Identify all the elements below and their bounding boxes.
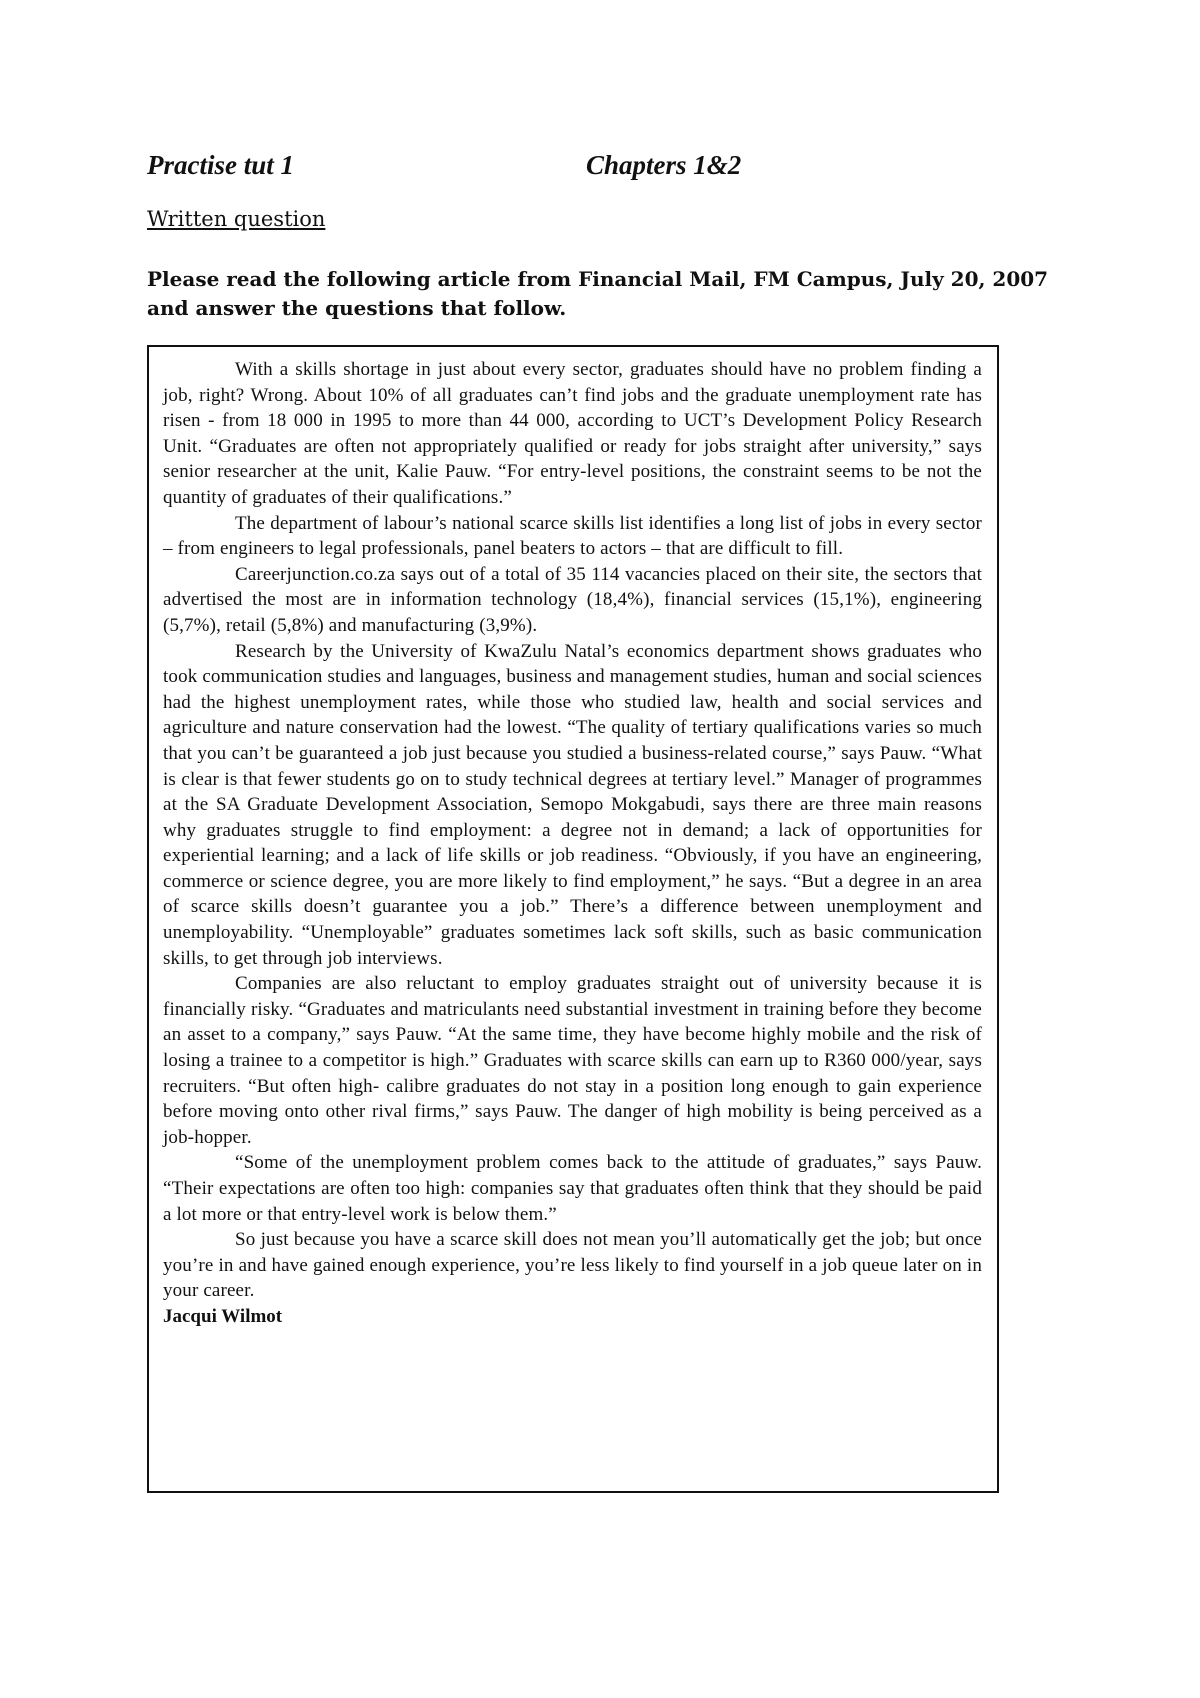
instruction-text: Please read the following article from Financial Mail, FM Campus, July 20, 2007 and answer the questions that follow. (147, 267, 1049, 320)
article-paragraph-4: Research by the University of KwaZulu Natal’s economics department shows graduates who took communication studies and languages, business and management studies, human and social sciences had the highest unemployment rates, while those who studied law, health and social services and agriculture and nature conservation had the lowest. “The quality of tertiary qualifications varies so much that you can’t be guaranteed a job just because you studied a business-related course,” says Pauw. “What is clear is that fewer students go on to study technical degrees at tertiary level.” Manager of programmes at the SA Graduate Development Association, Semopo Mokgabudi, says there are three main reasons why graduates struggle to find employment: a degree not in demand; a lack of opportunities for experiential learning; and a lack of life skills or job readiness. “Obviously, if you have an engineering, commerce or science degree, you are more likely to find employment,” he says. “But a degree in an area of scarce skills doesn’t guarantee you a job.” There’s a difference between unemployment and unemployability. “Unemployable” graduates sometimes lack soft skills, such as basic communication skills, to get through job interviews. (163, 640, 982, 969)
article-author: Jacqui Wilmot (163, 1305, 283, 1327)
article-paragraph-5: Companies are also reluctant to employ graduates straight out of university because it is financially risky. “Graduates and matriculants need substantial investment in training before they become an asset to a company,” says Pauw. “At the same time, they have become highly mobile and the risk of losing a trainee to a competitor is high.” Graduates with scarce skills can earn up to R360 000/year, says recruiters. “But often high- calibre graduates do not stay in a position long enough to gain experience before moving onto other rival firms,” says Pauw. The danger of high mobility is being perceived as a job-hopper. (163, 973, 982, 1148)
tutorial-title: Practise tut 1 (147, 150, 294, 180)
article-paragraph-7: So just because you have a scarce skill does not mean you’ll automatically get the job; but once you’re in and have gained enough experience, you’re less likely to find yourself in a job queue later on in your career. (163, 1229, 982, 1302)
section-heading: Written question (147, 207, 326, 231)
article-paragraph-3: Careerjunction.co.za says out of a total of 35 114 vacancies placed on their site, the sectors that advertised the most are in information technology (18,4%), financial services (15,1%), engineering (5,7%), retail (5,8%) and manufacturing (3,9%). (163, 563, 982, 636)
article-paragraph-6: “Some of the unemployment problem comes back to the attitude of graduates,” says Pauw. “Their expectations are often too high: companies say that graduates often think that they should be paid a lot more or that entry-level work is below them.” (163, 1152, 982, 1225)
article-box (147, 345, 999, 1493)
chapters-title: Chapters 1&2 (586, 150, 742, 180)
article-paragraph-1: With a skills shortage in just about every sector, graduates should have no problem finding a job, right? Wrong. About 10% of all graduates can’t find jobs and the graduate unemployment rate has risen - from 18 000 in 1995 to more than 44 000, according to UCT’s Development Policy Research Unit. “Graduates are often not appropriately qualified or ready for jobs straight after university,” says senior researcher at the unit, Kalie Pauw. “For entry-level positions, the constraint seems to be not the quantity of graduates of their qualifications.” (163, 359, 982, 508)
article-paragraph-2: The department of labour’s national scarce skills list identifies a long list of jobs in every sector – from engineers to legal professionals, panel beaters to actors – that are difficult to fill. (163, 512, 982, 560)
